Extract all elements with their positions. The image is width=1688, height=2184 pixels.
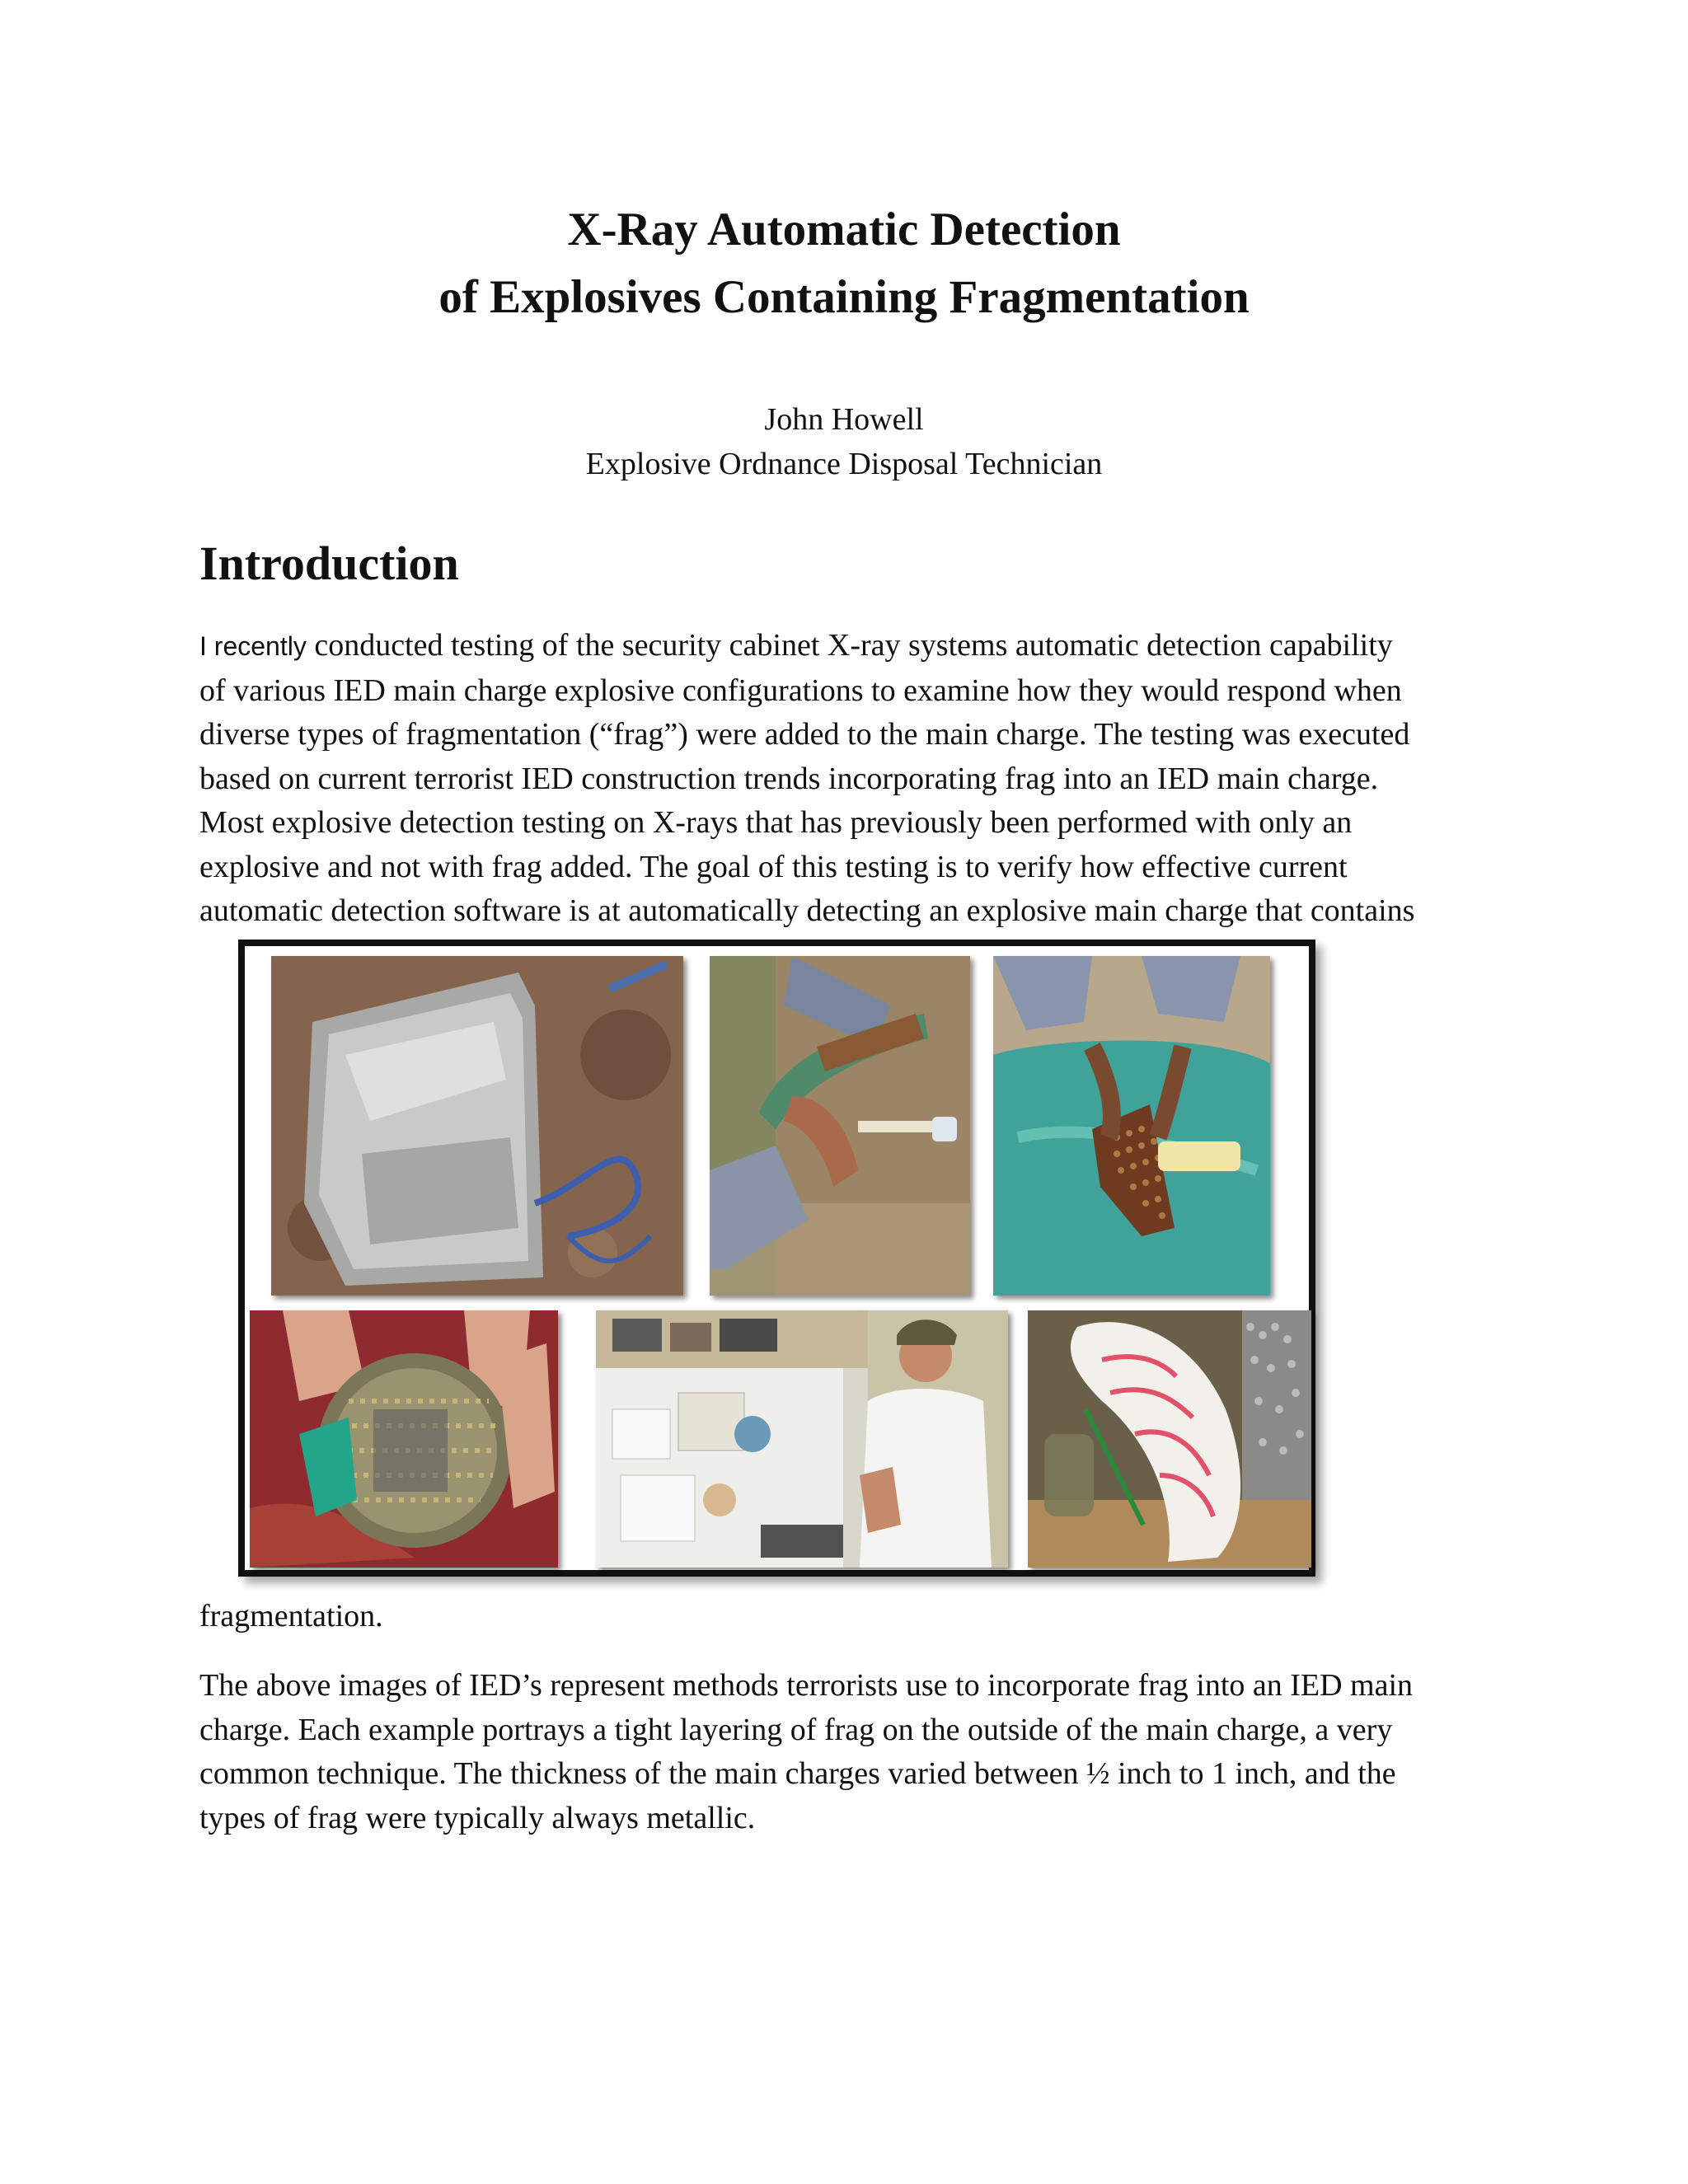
title-line-1: X-Ray Automatic Detection bbox=[567, 204, 1121, 255]
intro-paragraph bbox=[199, 624, 1502, 934]
paragraph-line: based on current terrorist IED construction trends incorporating frag into an IED main charge. bbox=[199, 761, 1379, 796]
paragraph-line: automatic detection software is at automatically detecting an explosive main charge that contains bbox=[199, 893, 1415, 928]
photo-frag-sheet-on-tarp bbox=[993, 956, 1270, 1296]
title-line-2: of Explosives Containing Fragmentation bbox=[438, 271, 1250, 323]
photo-hands-wrapping-frag bbox=[710, 956, 970, 1296]
intro-paragraph-tail bbox=[199, 1595, 1502, 1639]
paragraph-line: types of frag were typically always metallic. bbox=[199, 1800, 756, 1835]
photo-round-frag-disc bbox=[250, 1310, 558, 1568]
author-block bbox=[0, 397, 1688, 486]
paragraph-line-text: conducted testing of the security cabinet X-ray systems automatic detection capability bbox=[306, 628, 1393, 663]
ied-photo-collage bbox=[238, 940, 1315, 1577]
author-name: John Howell bbox=[764, 402, 924, 437]
photo-pellets-wrapped-charge bbox=[1028, 1310, 1311, 1568]
photo-man-with-components bbox=[596, 1310, 1008, 1568]
paragraph-line: of various IED main charge explosive configurations to examine how they would respond when bbox=[199, 673, 1402, 708]
document-title bbox=[0, 196, 1688, 331]
photo-foil-wrapped-charge bbox=[271, 956, 683, 1296]
paragraph-line: fragmentation. bbox=[199, 1599, 383, 1633]
paragraph-line: The above images of IED’s represent methods terrorists use to incorporate frag into an IED main bbox=[199, 1668, 1414, 1703]
author-role: Explosive Ordnance Disposal Technician bbox=[585, 447, 1103, 481]
paragraph-line: common technique. The thickness of the main charges varied between ½ inch to 1 inch, and the bbox=[199, 1756, 1396, 1791]
paragraph-line: explosive and not with frag added. The goal of this testing is to verify how effective current bbox=[199, 849, 1348, 884]
paragraph-line: charge. Each example portrays a tight layering of frag on the outside of the main charge, a very bbox=[199, 1712, 1393, 1747]
section-heading-introduction: Introduction bbox=[199, 537, 459, 590]
images-description-paragraph bbox=[199, 1664, 1502, 1840]
paragraph-line: Most explosive detection testing on X-rays that has previously been performed with only an bbox=[199, 805, 1353, 840]
paragraph-line: diverse types of fragmentation (“frag”) were added to the main charge. The testing was executed bbox=[199, 717, 1410, 752]
paragraph-first-word: I recently bbox=[199, 631, 307, 661]
paragraph-line bbox=[199, 624, 1502, 669]
